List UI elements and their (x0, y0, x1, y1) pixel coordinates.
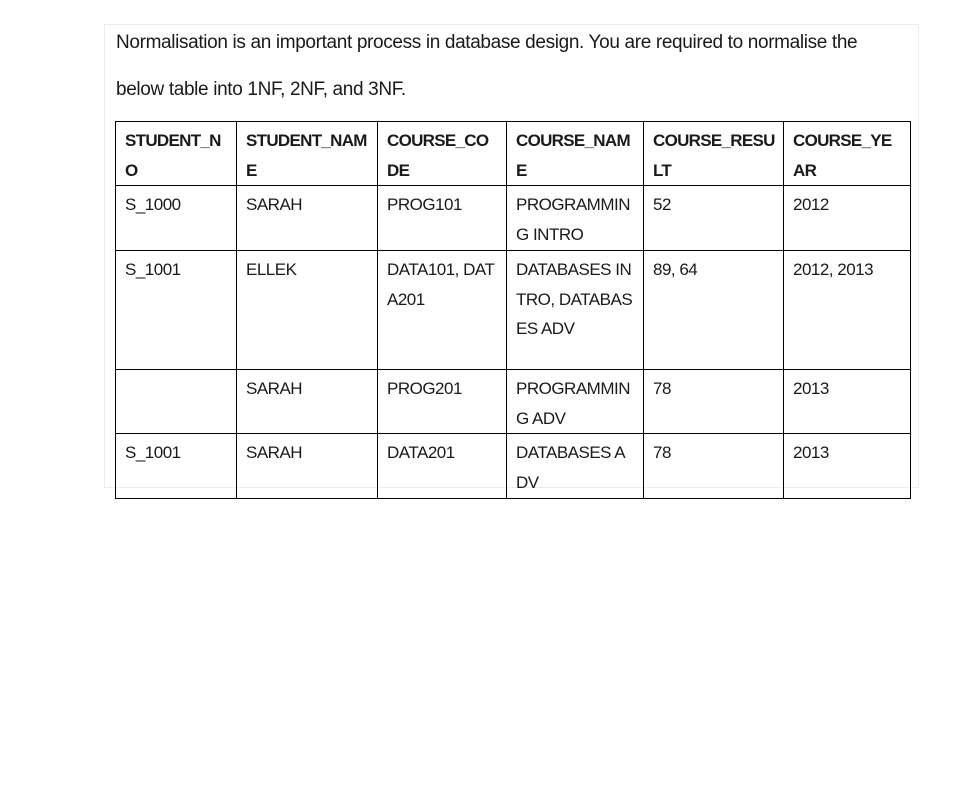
cell-course-code: DATA101, DATA201 (378, 250, 507, 369)
cell-course-name: DATABASES ADV (507, 434, 644, 498)
header-student-no: STUDENT_NO (116, 122, 237, 186)
cell-course-result: 89, 64 (644, 250, 784, 369)
table-row (116, 186, 911, 250)
header-student-name: STUDENT_NAME (237, 122, 378, 186)
cell-course-year: 2012, 2013 (784, 250, 911, 369)
intro-text-line-2: below table into 1NF, 2NF, and 3NF. (116, 79, 406, 100)
cell-course-name: PROGRAMMING INTRO (507, 186, 644, 250)
cell-student-no: S_1000 (116, 186, 237, 250)
cell-student-name: SARAH (237, 186, 378, 250)
cell-course-name: PROGRAMMING ADV (507, 369, 644, 433)
cell-student-no: S_1001 (116, 250, 237, 369)
student-course-table (115, 121, 911, 499)
cell-student-no (116, 369, 237, 433)
cell-course-result: 78 (644, 434, 784, 498)
table-row (116, 369, 911, 433)
cell-course-result: 52 (644, 186, 784, 250)
header-course-code: COURSE_CODE (378, 122, 507, 186)
cell-course-year: 2013 (784, 369, 911, 433)
cell-course-code: PROG101 (378, 186, 507, 250)
cell-course-code: PROG201 (378, 369, 507, 433)
cell-course-year: 2013 (784, 434, 911, 498)
cell-student-name: ELLEK (237, 250, 378, 369)
table-header-row (116, 122, 911, 186)
header-course-result: COURSE_RESULT (644, 122, 784, 186)
table-row (116, 434, 911, 498)
cell-student-no: S_1001 (116, 434, 237, 498)
cell-course-code: DATA201 (378, 434, 507, 498)
header-course-year: COURSE_YEAR (784, 122, 911, 186)
cell-course-year: 2012 (784, 186, 911, 250)
intro-text-line-1: Normalisation is an important process in database design. You are required to normalise the (116, 32, 858, 53)
cell-course-name: DATABASES INTRO, DATABASES ADV (507, 250, 644, 369)
cell-student-name: SARAH (237, 434, 378, 498)
header-course-name: COURSE_NAME (507, 122, 644, 186)
table-row (116, 250, 911, 369)
cell-student-name: SARAH (237, 369, 378, 433)
cell-course-result: 78 (644, 369, 784, 433)
